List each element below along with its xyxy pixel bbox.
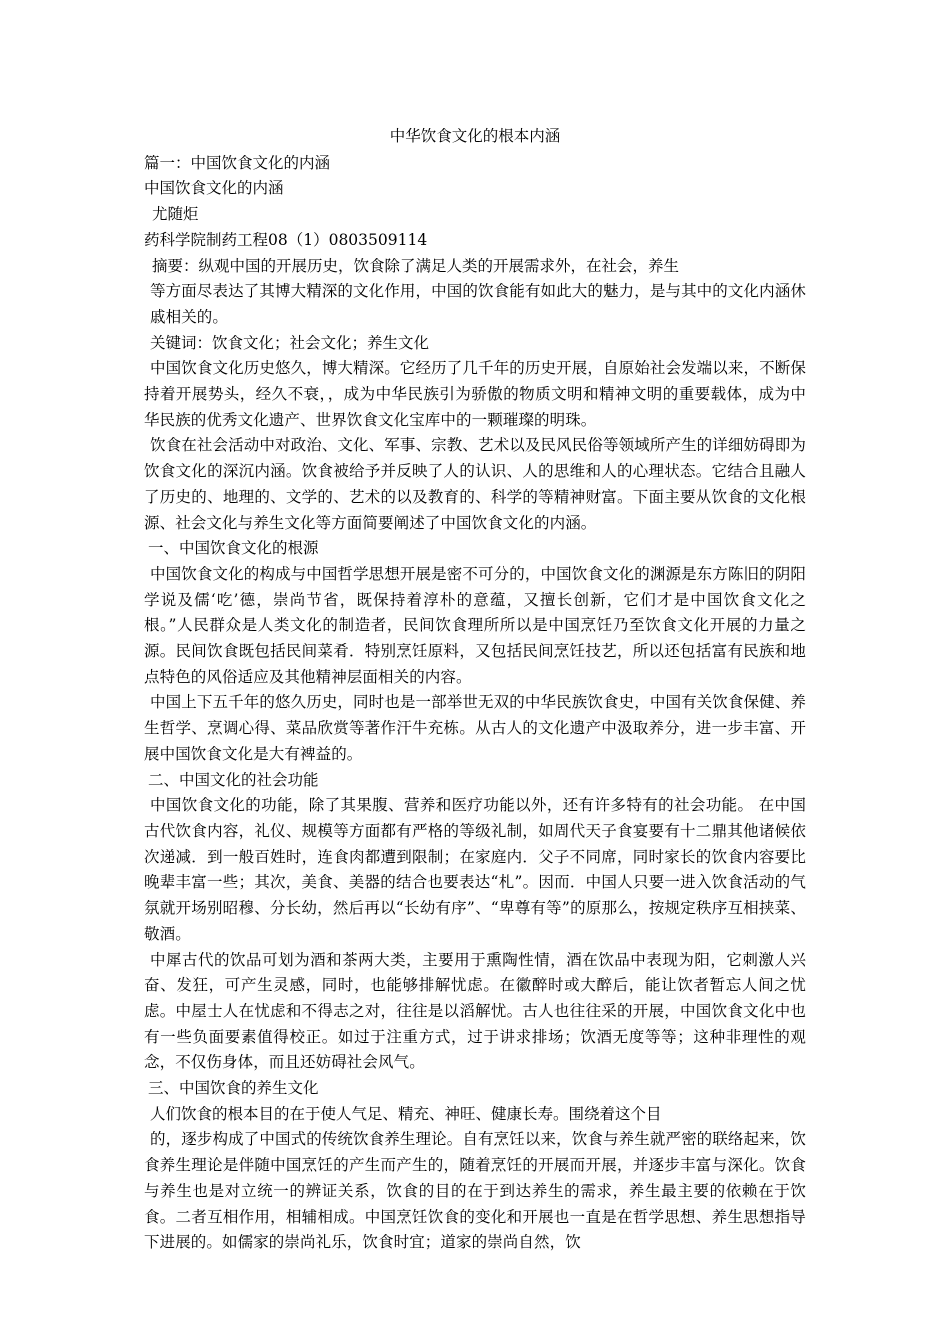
author-affiliation: 药科学院制药工程08（1）0803509114 [144, 230, 428, 249]
document-page [144, 124, 806, 1256]
section-heading: 一、中国饮食文化的根源 [148, 539, 319, 558]
abstract-paragraph: 等方面尽表达了其博大精深的文化作用，中国的饮食能有如此大的魅力，是与其中的文化内涵休戚相关的。 [150, 282, 806, 326]
author-name: 尤随炬 [152, 205, 199, 224]
chapter-heading: 篇一：中国饮食文化的内涵 [144, 153, 331, 172]
document-title: 中华饮食文化的根本内涵 [389, 127, 561, 145]
body-paragraph: 饮食在社会活动中对政治、文化、军事、宗教、艺术以及民风民俗等领域所产生的详细妨碍即为饮食文化的深沉内涵。饮食被给予并反映了人的认识、人的思维和人的心理状态。它结合且融人了历史的、地理的、文学的、艺术的以及教育的、科学的等精神财富。下面主要从饮食的文化根源、社会文化与养生文化等方面简要阐述了中国饮食文化的内涵。 [144, 436, 806, 532]
body-paragraph: 中国饮食文化的功能，除了其果腹、营养和医疗功能以外，还有许多特有的社会功能。 在中国古代饮食内容，礼仪、规模等方面都有严格的等级礼制，如周代天子食宴要有十二鼎其他诸候依次递减．到一般百姓时，连食肉都遭到限制；在家庭内．父子不同席，同时家长的饮食内容要比晚辈丰富一些；其次，美食、美器的结合也要表达“札”。因而．中国人只要一进入饮食活动的气氛就开场别昭穆、分长幼，然后再以“长幼有序”、“卑尊有等”的原那么，按规定秩序互相挟菜、敬酒。 [144, 796, 806, 943]
body-paragraph: 中犀古代的饮品可划为酒和茶两大类，主要用于熏陶性情，酒在饮品中表现为阳，它刺激人兴奋、发狂，可产生灵感，同时，也能够排解忧虑。在徽醉时或大醉后，能让饮者暂忘人间之忧虑。中屋士人在忧虑和不得志之对，往往是以滔解忧。古人也往往采的开展，中国饮食文化中也有一些负面要素值得校正。如过于注重方式，过于讲求排场；饮酒无度等等；这种非理性的观念，不仅伤身体，而且还妨碍社会风气。 [144, 950, 806, 1072]
body-paragraph: 中国饮食文化历史悠久，博大精深。它经历了几千年的历史开展，自原始社会发端以来，不断保持着开展势头，经久不衰，，成为中华民族引为骄傲的物质文明和精神文明的重要载体，成为中华民族的优秀文化遗产、世界饮食文化宝库中的一颗璀璨的明珠。 [144, 359, 806, 429]
keywords: 关键词：饮食文化；社会文化；养生文化 [150, 333, 430, 352]
article-title: 中国饮食文化的内涵 [144, 179, 284, 198]
body-paragraph: 中国上下五千年的悠久历史，同时也是一部举世无双的中华民族饮食史，中国有关饮食保健、养生哲学、烹调心得、菜品欣赏等著作汗牛充栋。从古人的文化遗产中汲取养分，进一步丰富、开展中国饮食文化是大有裨益的。 [144, 693, 806, 763]
body-paragraph-first-line: 人们饮食的根本目的在于使人气足、精充、神旺、健康长寿。围绕着这个目 [150, 1104, 662, 1123]
body-paragraph: 的，逐步构成了中国式的传统饮食养生理论。自有烹饪以来，饮食与养生就严密的联络起来，饮食养生理论是伴随中国烹饪的产生而产生的，随着烹饪的开展而开展，并逐步丰富与深化。饮食与养生也是对立统一的辨证关系，饮食的目的在于到达养生的需求，养生最主要的依赖在于饮食。二者互相作用，相辅相成。中国烹饪饮食的变化和开展也一直是在哲学思想、养生思想指导下进展的。如儒家的崇尚礼乐，饮食时宜；道家的崇尚自然，饮 [144, 1130, 806, 1252]
section-heading: 三、中国饮食的养生文化 [148, 1079, 319, 1098]
abstract-first-line: 摘要：纵观中国的开展历史，饮食除了满足人类的开展需求外，在社会，养生 [152, 256, 680, 275]
body-paragraph: 中国饮食文化的构成与中国哲学思想开展是密不可分的，中国饮食文化的渊源是东方陈旧的阴阳学说及儒‘吃’德，崇尚节省，既保持着淳朴的意蕴，又擅长创新，它们才是中国饮食文化之根。”人民群众是人类文化的制造者，民间饮食理所所以是中国烹饪乃至饮食文化开展的力量之源。民间饮食既包括民间菜肴．特别烹饪原料，又包括民间烹饪技艺，所以还包括富有民族和地点特色的风俗适应及其他精神层面相关的内容。 [144, 564, 806, 686]
section-heading: 二、中国文化的社会功能 [148, 770, 319, 789]
